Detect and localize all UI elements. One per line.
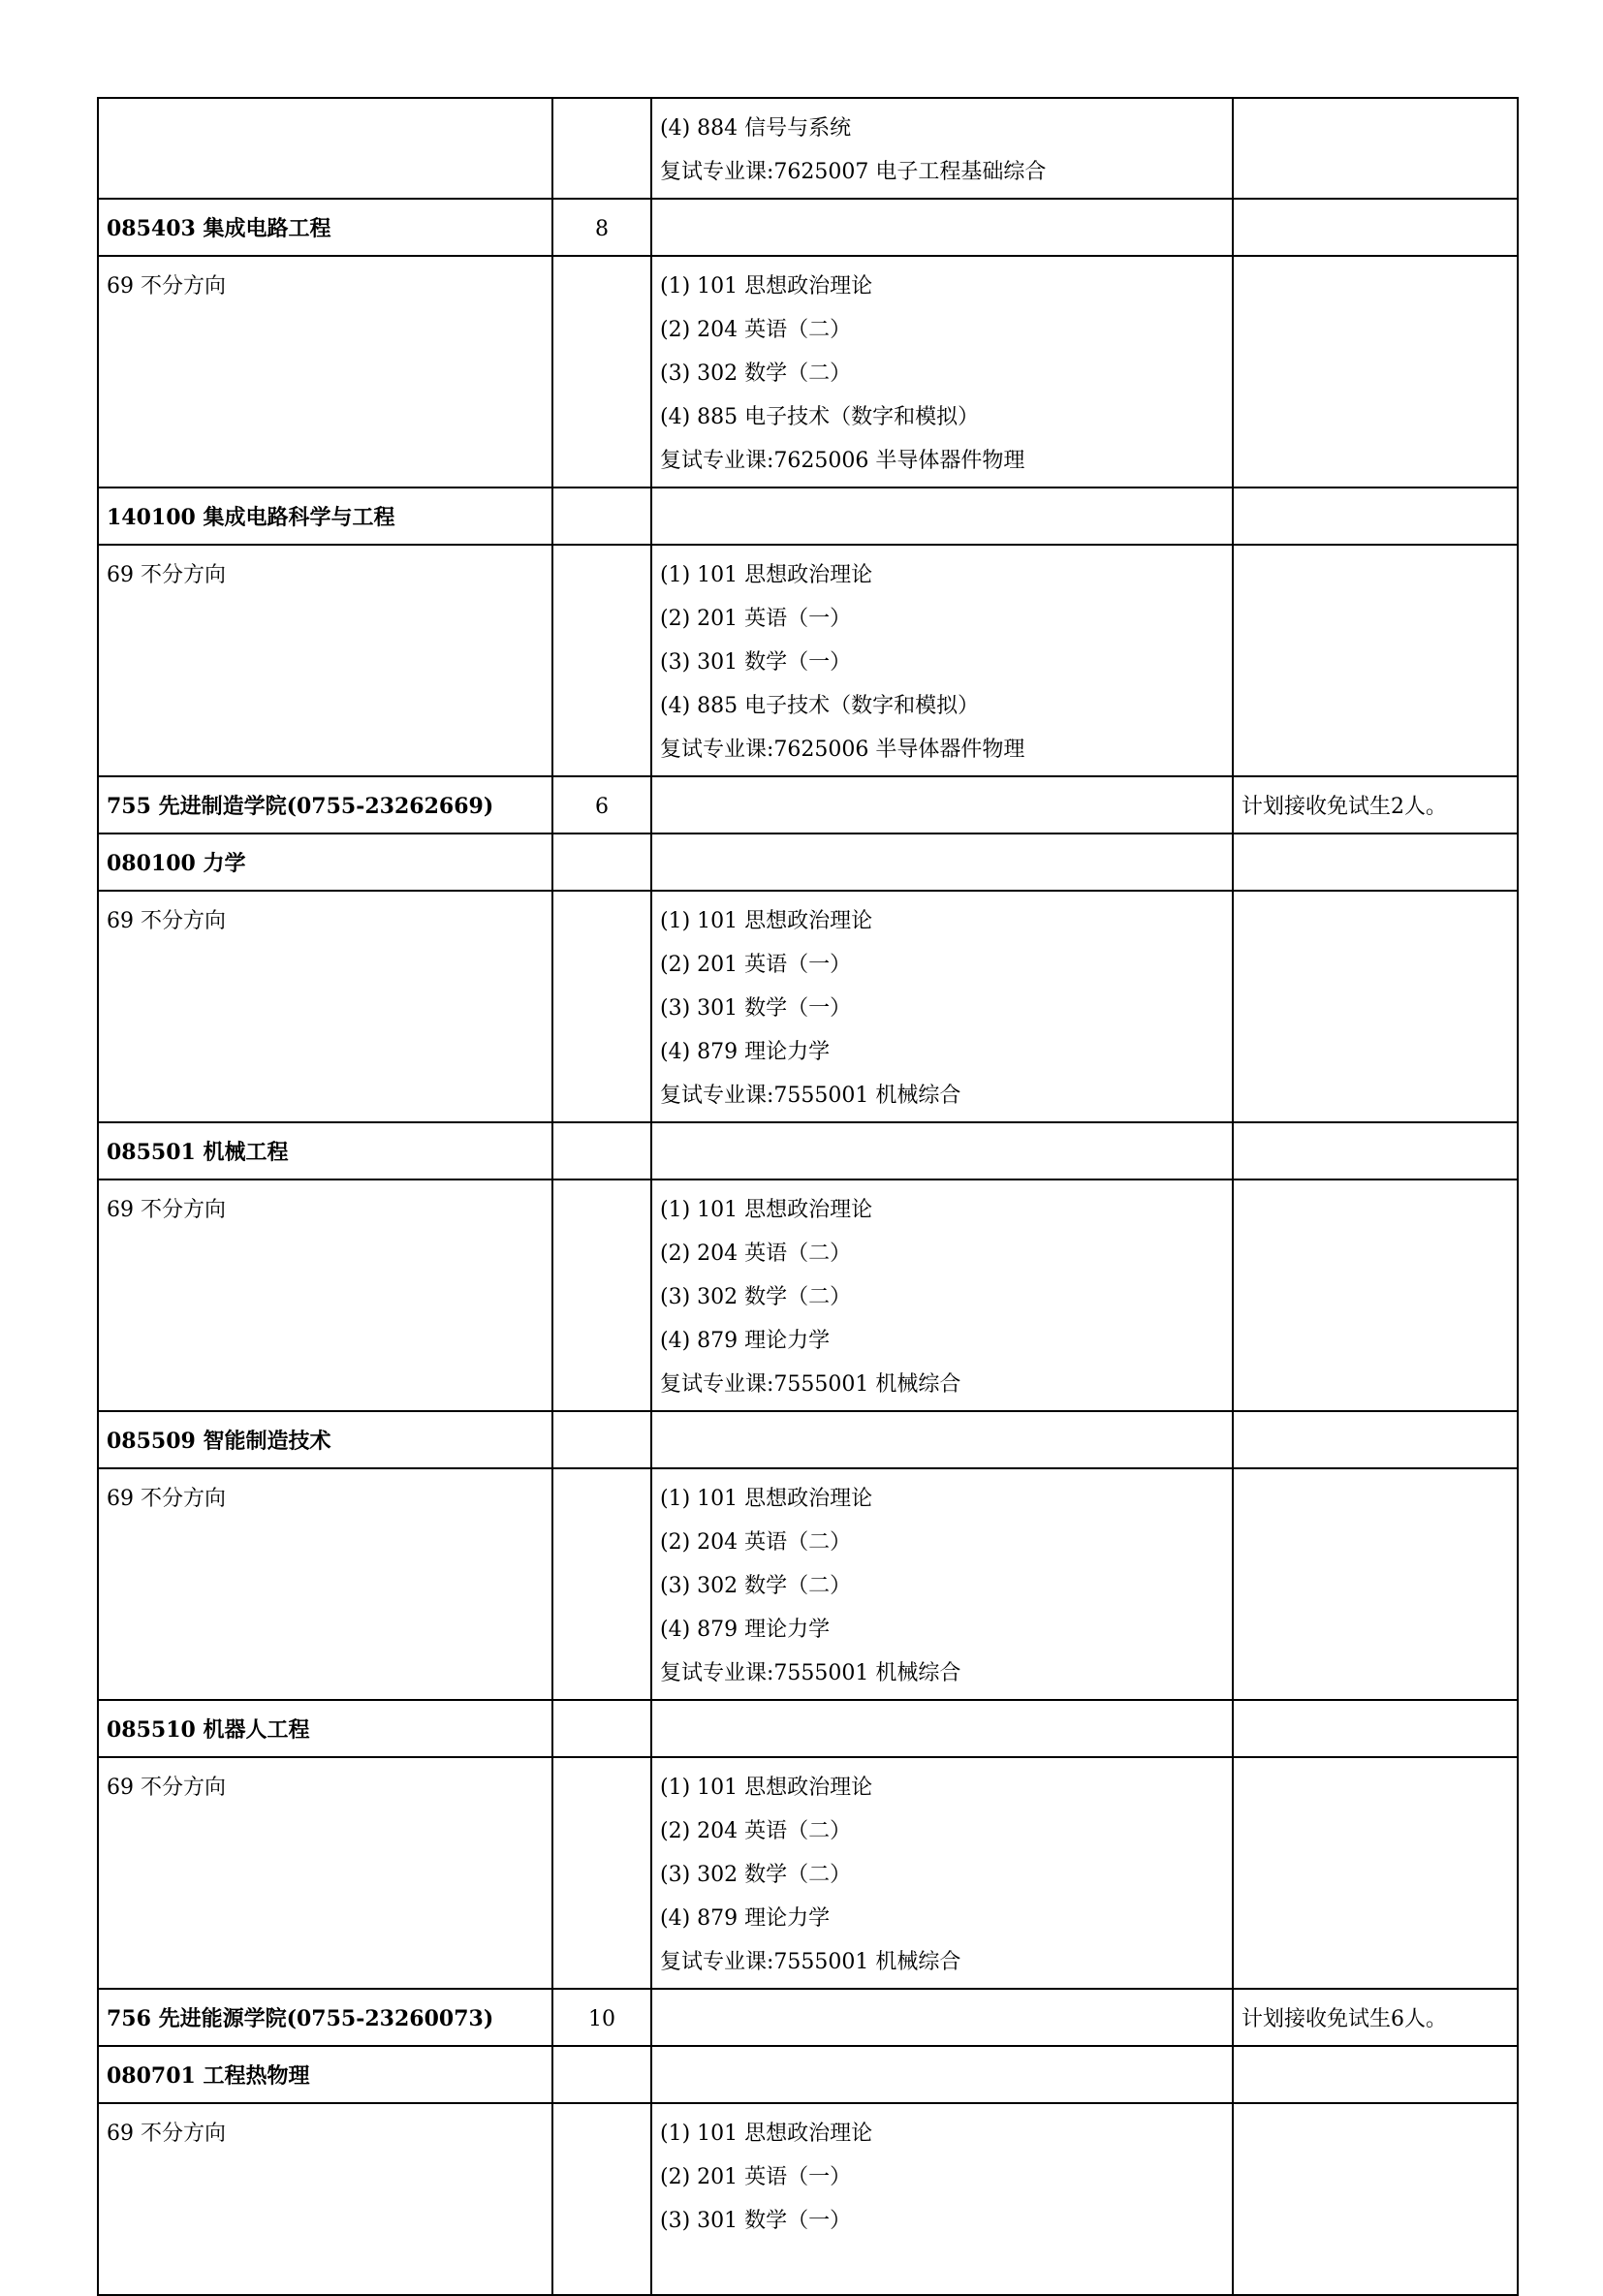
subject-line: 复试专业课:7625006 半导体器件物理: [660, 738, 1025, 762]
subject-line: (3) 302 数学（二）: [660, 362, 852, 386]
direction-row: [98, 1179, 1518, 1411]
major-row: [98, 488, 1518, 545]
note-cell: [1233, 1700, 1518, 1757]
direction-row: [98, 545, 1518, 776]
quota-cell: [552, 1468, 651, 1700]
note-cell: 计划接收免试生2人。: [1233, 776, 1518, 833]
quota-cell: [552, 256, 651, 488]
direction-cell: [98, 891, 552, 1122]
subject-line: (1) 101 思想政治理论: [660, 909, 873, 933]
subject-line: (2) 201 英语（一）: [660, 607, 852, 631]
direction-label: 69 不分方向: [107, 563, 226, 587]
subject-line: (3) 301 数学（一）: [660, 996, 852, 1021]
major-title: 140100 集成电路科学与工程: [98, 488, 552, 545]
quota-cell: [552, 1411, 651, 1468]
subjects-cell: [651, 1989, 1233, 2046]
subjects-cell: [651, 2103, 1233, 2295]
subjects-cell: [651, 1411, 1233, 1468]
direction-cell: [98, 2103, 552, 2295]
continuation-row: [98, 98, 1518, 199]
subject-line: (3) 302 数学（二）: [660, 1574, 852, 1598]
quota-cell: [552, 488, 651, 545]
subjects-cell: [651, 199, 1233, 256]
major-title: 085510 机器人工程: [98, 1700, 552, 1757]
subject-line: (1) 101 思想政治理论: [660, 563, 873, 587]
subject-line: (1) 101 思想政治理论: [660, 1487, 873, 1511]
subject-line: (2) 204 英语（二）: [660, 318, 852, 342]
school-row: [98, 776, 1518, 833]
subject-line: 复试专业课:7555001 机械综合: [660, 1372, 961, 1397]
note-cell: [1233, 1468, 1518, 1700]
subjects-cell: [651, 891, 1233, 1122]
direction-cell: [98, 545, 552, 776]
note-cell: [1233, 1757, 1518, 1989]
subject-line: (3) 301 数学（一）: [660, 2209, 852, 2233]
subjects-cell: [651, 2046, 1233, 2103]
subject-line: (4) 879 理论力学: [660, 1906, 831, 1931]
subject-line: (4) 884 信号与系统: [660, 116, 852, 141]
subjects-cell: [651, 833, 1233, 891]
major-title: 080100 力学: [98, 833, 552, 891]
note-cell: [1233, 488, 1518, 545]
subjects-cell: [651, 1122, 1233, 1179]
subjects-cell: [651, 1757, 1233, 1989]
direction-cell: [98, 1757, 552, 1989]
major-row: [98, 199, 1518, 256]
direction-cell: [98, 256, 552, 488]
direction-cell: [98, 1179, 552, 1411]
direction-label: 69 不分方向: [107, 909, 226, 933]
quota-cell: 8: [552, 199, 651, 256]
subject-line: (2) 204 英语（二）: [660, 1242, 852, 1266]
subject-line: (3) 302 数学（二）: [660, 1285, 852, 1309]
direction-label: 69 不分方向: [107, 1776, 226, 1800]
subject-line: (2) 201 英语（一）: [660, 953, 852, 977]
note-cell: [1233, 2046, 1518, 2103]
major-title: 085501 机械工程: [98, 1122, 552, 1179]
major-row: [98, 2046, 1518, 2103]
subject-line: (1) 101 思想政治理论: [660, 1776, 873, 1800]
note-cell: [1233, 545, 1518, 776]
major-row: [98, 1700, 1518, 1757]
direction-label: 69 不分方向: [107, 274, 226, 299]
direction-row: [98, 1468, 1518, 1700]
quota-cell: [552, 2103, 651, 2295]
quota-cell: [552, 545, 651, 776]
quota-cell: [552, 98, 651, 199]
subjects-cell: [651, 1179, 1233, 1411]
subject-line: 复试专业课:7555001 机械综合: [660, 1661, 961, 1685]
subject-line: (3) 301 数学（一）: [660, 650, 852, 675]
note-cell: [1233, 2103, 1518, 2295]
subject-line: (1) 101 思想政治理论: [660, 274, 873, 299]
admissions-table: [97, 97, 1519, 2296]
subject-line: (1) 101 思想政治理论: [660, 1198, 873, 1222]
major-row: [98, 1411, 1518, 1468]
subjects-cell: [651, 488, 1233, 545]
subjects-cell: [651, 256, 1233, 488]
subject-line: (2) 201 英语（一）: [660, 2165, 852, 2189]
direction-label: 69 不分方向: [107, 1487, 226, 1511]
direction-row: [98, 256, 1518, 488]
subject-line: (4) 879 理论力学: [660, 1040, 831, 1064]
subject-line: 复试专业课:7625007 电子工程基础综合: [660, 160, 1047, 184]
direction-cell: [98, 1468, 552, 1700]
direction-row: [98, 1757, 1518, 1989]
subject-line: 复试专业课:7625006 半导体器件物理: [660, 449, 1025, 473]
quota-cell: [552, 1122, 651, 1179]
subject-line: (2) 204 英语（二）: [660, 1819, 852, 1843]
quota-cell: [552, 891, 651, 1122]
school-row: [98, 1989, 1518, 2046]
note-cell: [1233, 891, 1518, 1122]
subject-line: (1) 101 思想政治理论: [660, 2122, 873, 2146]
subjects-cell: [651, 776, 1233, 833]
subject-line: (3) 302 数学（二）: [660, 1863, 852, 1887]
note-cell: [1233, 98, 1518, 199]
major-title: 080701 工程热物理: [98, 2046, 552, 2103]
direction-label: 69 不分方向: [107, 1198, 226, 1222]
subject-line: 复试专业课:7555001 机械综合: [660, 1084, 961, 1108]
direction-row: [98, 891, 1518, 1122]
note-cell: [1233, 199, 1518, 256]
quota-cell: 6: [552, 776, 651, 833]
note-cell: [1233, 833, 1518, 891]
note-cell: [1233, 1411, 1518, 1468]
subject-line: (4) 885 电子技术（数字和模拟）: [660, 405, 980, 429]
direction-cell: [98, 98, 552, 199]
subject-line: (2) 204 英语（二）: [660, 1530, 852, 1555]
major-row: [98, 833, 1518, 891]
quota-cell: [552, 2046, 651, 2103]
subjects-cell: [651, 545, 1233, 776]
direction-label: 69 不分方向: [107, 2122, 226, 2146]
note-cell: [1233, 256, 1518, 488]
subject-line: 复试专业课:7555001 机械综合: [660, 1950, 961, 1974]
major-row: [98, 1122, 1518, 1179]
note-cell: 计划接收免试生6人。: [1233, 1989, 1518, 2046]
note-cell: [1233, 1179, 1518, 1411]
direction-row: [98, 2103, 1518, 2295]
subjects-cell: [651, 1700, 1233, 1757]
major-title: 085509 智能制造技术: [98, 1411, 552, 1468]
subject-line: (4) 879 理论力学: [660, 1329, 831, 1353]
quota-cell: [552, 1757, 651, 1989]
school-title: 755 先进制造学院(0755-23262669): [98, 776, 552, 833]
quota-cell: [552, 1700, 651, 1757]
subject-line: (4) 885 电子技术（数字和模拟）: [660, 694, 980, 718]
subjects-cell: [651, 98, 1233, 199]
school-title: 756 先进能源学院(0755-23260073): [98, 1989, 552, 2046]
quota-cell: [552, 833, 651, 891]
subjects-cell: [651, 1468, 1233, 1700]
note-cell: [1233, 1122, 1518, 1179]
major-title: 085403 集成电路工程: [98, 199, 552, 256]
quota-cell: 10: [552, 1989, 651, 2046]
subject-line: (4) 879 理论力学: [660, 1618, 831, 1642]
quota-cell: [552, 1179, 651, 1411]
